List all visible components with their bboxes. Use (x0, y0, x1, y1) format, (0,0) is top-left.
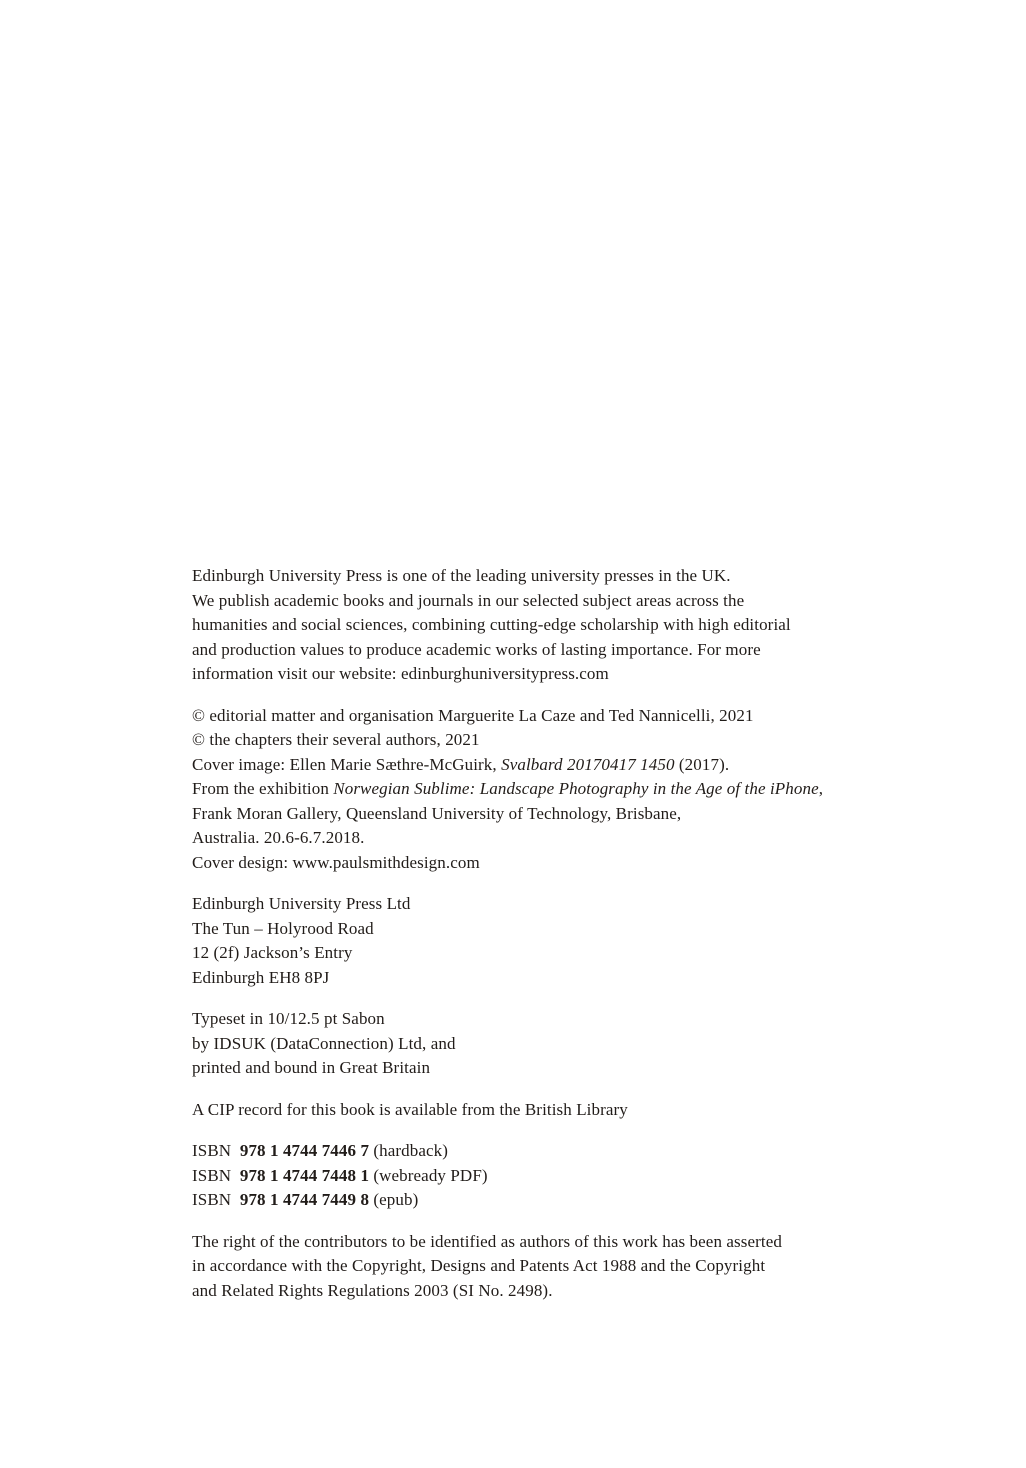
text-segment: Edinburgh University Press is one of the leading university presses in the UK. (192, 566, 731, 585)
isbn-list (192, 1139, 823, 1213)
publisher-address (192, 892, 823, 990)
text-line (192, 851, 823, 876)
copyright-credits (192, 704, 823, 876)
text-line (192, 917, 823, 942)
text-segment: © the chapters their several authors, 2021 (192, 730, 480, 749)
text-line (192, 1007, 823, 1032)
text-segment: by IDSUK (DataConnection) Ltd, and (192, 1033, 456, 1053)
text-segment: We publish academic books and journals in our selected subject areas across the (192, 590, 745, 610)
text-line (192, 1139, 823, 1164)
text-segment: , (818, 779, 824, 798)
text-segment: (hardback) (369, 1141, 449, 1160)
text-line (192, 1279, 823, 1304)
text-segment: From the exhibition (192, 779, 334, 798)
text-segment: (webready PDF) (369, 1165, 488, 1185)
text-segment: (epub) (369, 1190, 419, 1209)
text-line (192, 941, 823, 966)
text-segment: Edinburgh EH8 8PJ (192, 967, 330, 987)
bold-text-segment: 978 1 4744 7448 1 (239, 1165, 370, 1185)
text-line (192, 704, 823, 729)
text-segment: A CIP record for this book is available from the British Library (192, 1099, 628, 1119)
text-line (192, 802, 823, 827)
publisher-blurb (192, 564, 823, 687)
text-line (192, 1188, 823, 1213)
text-segment: The right of the contributors to be identified as authors of this work has been asserted (192, 1231, 782, 1251)
text-segment: ISBN (192, 1165, 240, 1185)
text-segment: (2017). (674, 754, 730, 774)
text-segment: and production values to produce academic works of lasting importance. For more (192, 639, 761, 659)
rights-assertion (192, 1230, 823, 1304)
text-line (192, 753, 823, 778)
text-segment: © editorial matter and organisation Marguerite La Caze and Ted Nannicelli, 2021 (192, 705, 754, 725)
text-segment: ISBN (192, 1141, 240, 1160)
text-line (192, 638, 823, 663)
typesetting-info (192, 1007, 823, 1081)
text-segment: Cover image: Ellen Marie Sæthre-McGuirk, (192, 754, 502, 774)
italic-text-segment: Svalbard 20170417 1450 (501, 754, 675, 774)
text-line (192, 1056, 823, 1081)
text-line (192, 564, 823, 589)
text-segment: Frank Moran Gallery, Queensland University of Technology, Brisbane, (192, 803, 682, 823)
bold-text-segment: 978 1 4744 7449 8 (239, 1190, 370, 1209)
text-segment: humanities and social sciences, combining cutting-edge scholarship with high editorial (192, 615, 791, 634)
text-line (192, 1254, 823, 1279)
italic-text-segment: Norwegian Sublime: Landscape Photography in the Age of the iPhone (333, 779, 819, 798)
text-line (192, 1098, 823, 1123)
cip-record (192, 1098, 823, 1123)
text-segment: printed and bound in Great Britain (192, 1058, 431, 1077)
text-segment: Australia. 20.6-6.7.2018. (192, 828, 365, 847)
text-segment: Edinburgh University Press Ltd (192, 894, 411, 913)
text-line (192, 966, 823, 991)
text-line (192, 777, 823, 802)
text-line (192, 1032, 823, 1057)
text-segment: in accordance with the Copyright, Designs and Patents Act 1988 and the Copyright (192, 1256, 766, 1275)
bold-text-segment: 978 1 4744 7446 7 (239, 1141, 370, 1160)
text-segment: information visit our website: edinburghuniversitypress.com (192, 664, 609, 683)
text-line (192, 728, 823, 753)
page-text (192, 564, 823, 1320)
text-segment: and Related Rights Regulations 2003 (SI No. 2498). (192, 1280, 553, 1300)
text-line (192, 589, 823, 614)
text-line (192, 892, 823, 917)
text-line (192, 1230, 823, 1255)
text-segment: Cover design: www.paulsmithdesign.com (192, 852, 480, 872)
text-line (192, 613, 823, 638)
text-segment: ISBN (192, 1190, 240, 1209)
text-line (192, 826, 823, 851)
text-line (192, 1164, 823, 1189)
text-segment: 12 (2f) Jackson’s Entry (192, 943, 353, 962)
text-line (192, 662, 823, 687)
text-segment: Typeset in 10/12.5 pt Sabon (192, 1009, 385, 1028)
text-segment: The Tun – Holyrood Road (192, 918, 374, 938)
